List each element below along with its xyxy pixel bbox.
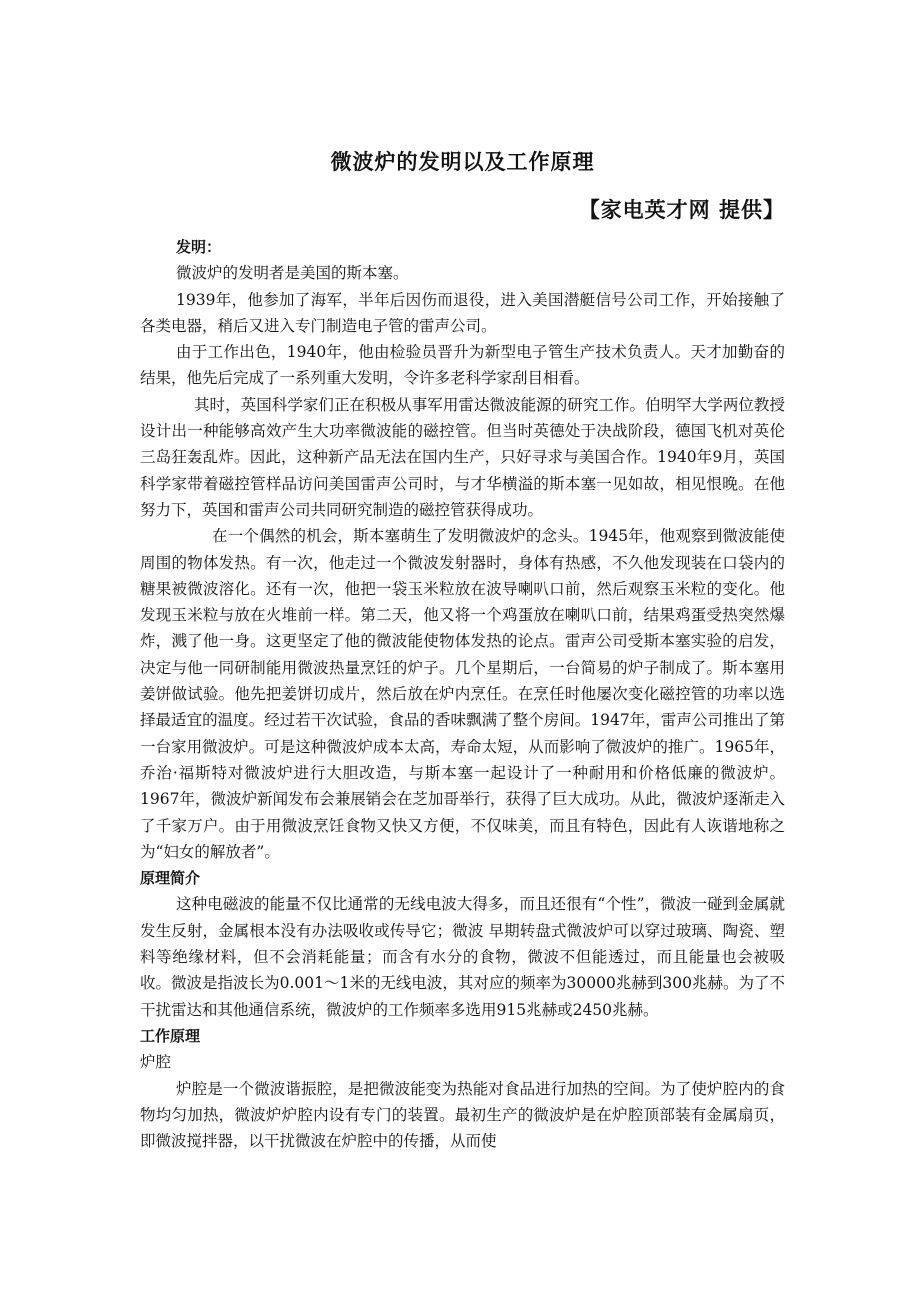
- paragraph: 由于工作出色，1940年，他由检验员晋升为新型电子管生产技术负责人。天才加勤奋的结果，他先后完成了一系列重大发明，令许多老科学家刮目相看。: [140, 343, 785, 388]
- paragraph: 这种电磁波的能量不仅比通常的无线电波大得多，而且还很有“个性”，微波一碰到金属就发生反射，金属根本没有办法吸收或传导它；微波 早期转盘式微波炉可以穿过玻璃、陶瓷、塑料等绝缘材料，但不会消耗能量；而含有水分的食物，微波不但能透过，而且能量也会被吸收。微波是指波长为0.001～1米的无线电波，其对应的频率为30000兆赫到300兆赫。为了不干扰雷达和其他通信系统，微波炉的工作频率多选用915兆赫或2450兆赫。: [140, 895, 785, 1019]
- paragraph: 炉腔是一个微波谐振腔，是把微波能变为热能对食品进行加热的空间。为了使炉腔内的食物均匀加热，微波炉炉腔内设有专门的装置。最初生产的微波炉是在炉腔顶部装有金属扇页，即微波搅拌器，以干扰微波在炉腔中的传播，从而使: [140, 1079, 785, 1151]
- section-heading-invention: 发明：: [176, 238, 222, 256]
- subsection-heading-cavity: 炉腔: [140, 1053, 172, 1072]
- paragraph: 1939年，他参加了海军，半年后因伤而退役，进入美国潜艇信号公司工作，开始接触了各类电器，稍后又进入专门制造电子管的雷声公司。: [140, 290, 785, 335]
- section-heading-working: 工作原理: [140, 1026, 201, 1045]
- section-heading-principle: 原理简介: [140, 869, 201, 888]
- document-body: [140, 234, 785, 1154]
- document-source: 【家电英才网 提供】: [578, 198, 785, 222]
- paragraph: 其时，英国科学家们正在积极从事军用雷达微波能源的研究工作。伯明罕大学两位教授设计出一种能够高效产生大功率微波能的磁控管。但当时英德处于决战阶段，德国飞机对英伦三岛狂轰乱炸。因此，这种新产品无法在国内生产，只好寻求与美国合作。1940年9月，英国科学家带着磁控管样品访问美国雷声公司时，与才华横溢的斯本塞一见如故，相见恨晚。在他努力下，英国和雷声公司共同研究制造的磁控管获得成功。: [140, 395, 785, 519]
- paragraph: 微波炉的发明者是美国的斯本塞。: [176, 264, 409, 283]
- paragraph: 在一个偶然的机会，斯本塞萌生了发明微波炉的念头。1945年，他观察到微波能使周围的物体发热。有一次，他走过一个微波发射器时，身体有热感，不久他发现装在口袋内的糖果被微波溶化。还有一次，他把一袋玉米粒放在波导喇叭口前，然后观察玉米粒的变化。他发现玉米粒与放在火堆前一样。第二天，他又将一个鸡蛋放在喇叭口前，结果鸡蛋受热突然爆炸，溅了他一身。这更坚定了他的微波能使物体发热的论点。雷声公司受斯本塞实验的启发，决定与他一同研制能用微波热量烹饪的炉子。几个星期后，一台简易的炉子制成了。斯本塞用姜饼做试验。他先把姜饼切成片，然后放在炉内烹任。在烹任时他屡次变化磁控管的功率以选择最适宜的温度。经过若干次试验，食品的香味飘满了整个房间。1947年，雷声公司推出了第一台家用微波炉。可是这种微波炉成本太高，寿命太短，从而影响了微波炉的推广。1965年，乔治·福斯特对微波炉进行大胆改造，与斯本塞一起设计了一种耐用和价格低廉的微波炉。1967年，微波炉新闻发布会兼展销会在芝加哥举行，获得了巨大成功。从此，微波炉逐渐走入了千家万户。由于用微波烹饪食物又快又方便，不仅味美，而且有特色，因此有人诙谐地称之为“妇女的解放者”。: [140, 527, 785, 861]
- document-title: 微波炉的发明以及工作原理: [330, 150, 595, 174]
